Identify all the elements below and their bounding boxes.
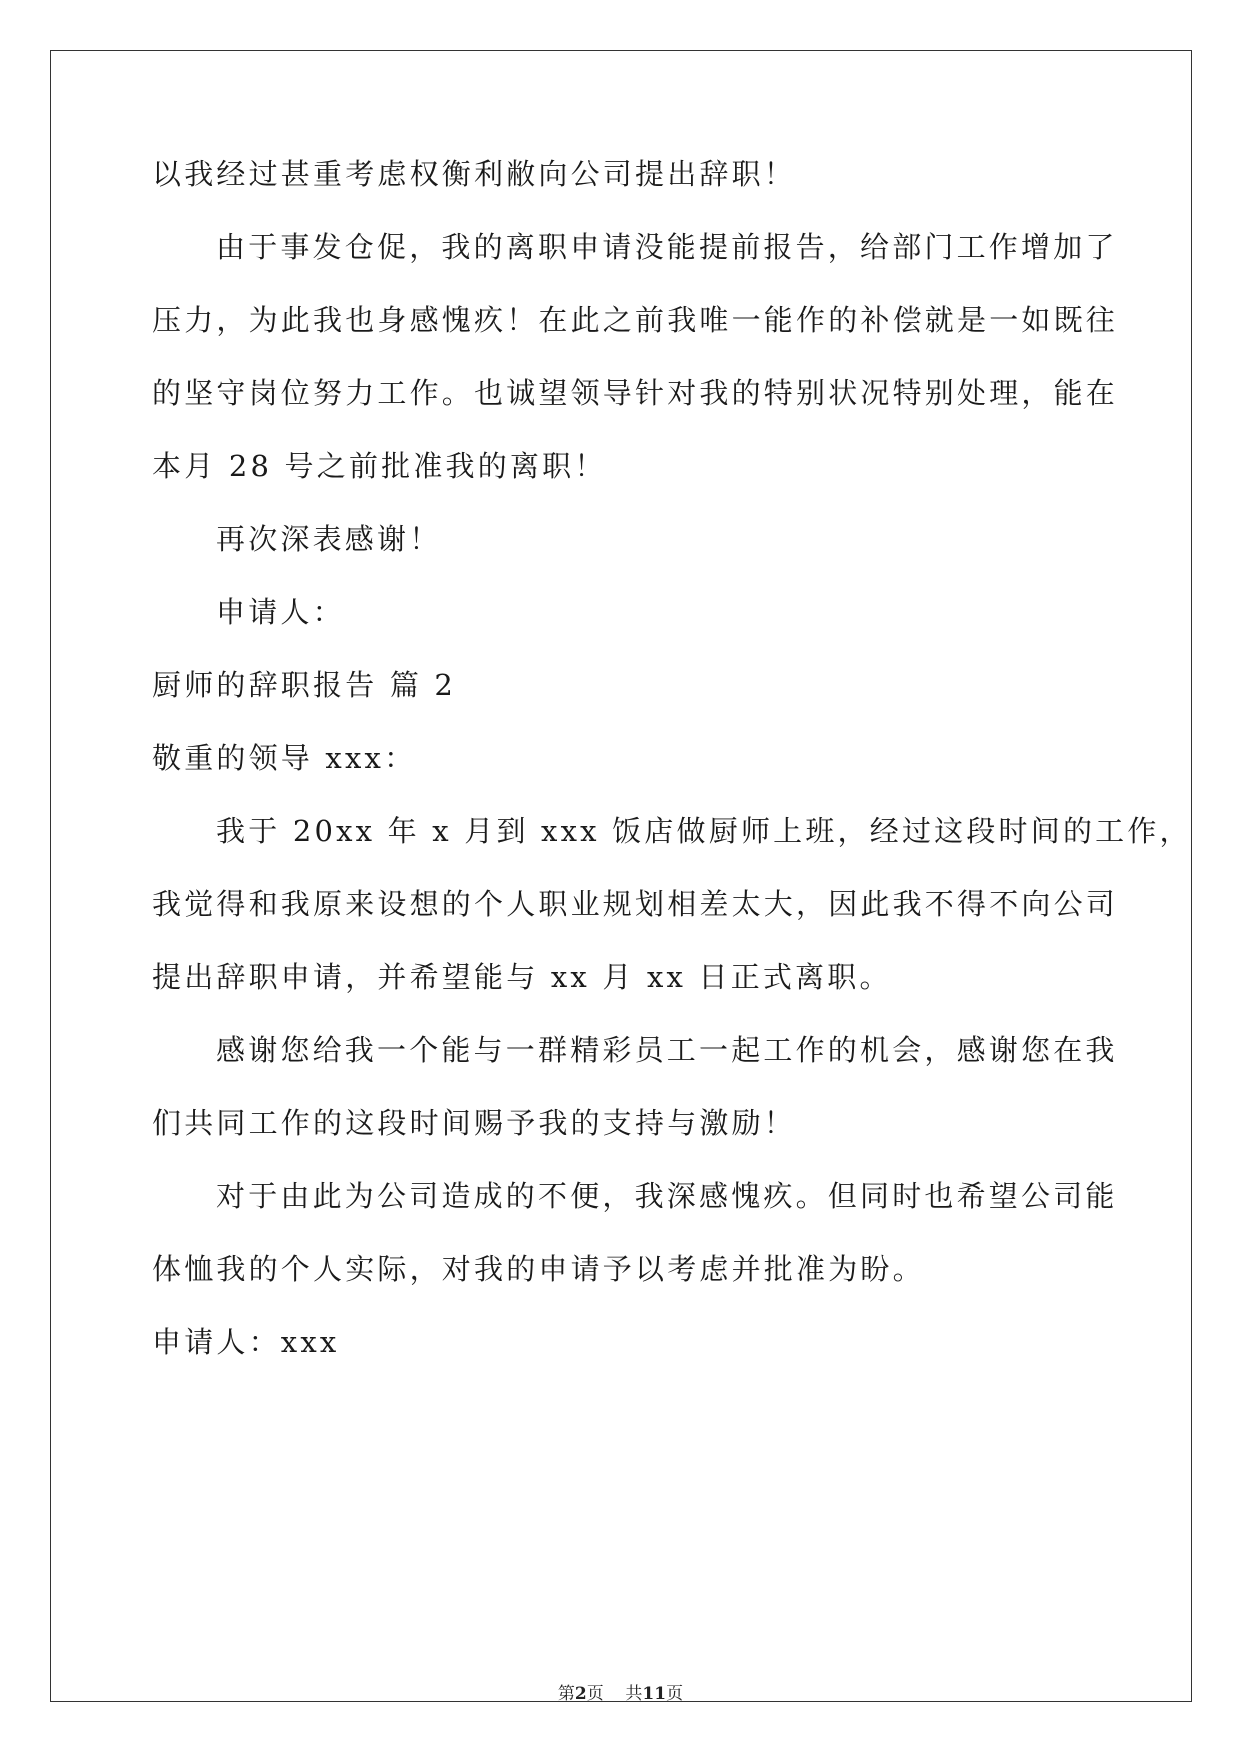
paragraph-line: 以我经过甚重考虑权衡利敝向公司提出辞职！ xyxy=(152,157,797,191)
total-suffix: 页 xyxy=(666,1684,684,1704)
page-number: 2 xyxy=(574,1684,587,1704)
paragraph-line: 我于 20xx 年 x 月到 xxx 饭店做厨师上班，经过这段时间的工作， xyxy=(216,814,1192,848)
paragraph-line: 提出辞职申请，并希望能与 xx 月 xx 日正式离职。 xyxy=(152,960,892,994)
paragraph-line: 我觉得和我原来设想的个人职业规划相差太大，因此我不得不向公司 xyxy=(152,887,1119,921)
signature-label: 申请人： xyxy=(216,595,345,629)
paragraph-line: 本月 28 号之前批准我的离职！ xyxy=(152,449,607,483)
paragraph-line: 由于事发仓促，我的离职申请没能提前报告，给部门工作增加了 xyxy=(216,230,1118,264)
paragraph-line: 对于由此为公司造成的不便，我深感愧疚。但同时也希望公司能 xyxy=(216,1179,1118,1213)
paragraph-line: 们共同工作的这段时间赐予我的支持与激励！ xyxy=(152,1106,797,1140)
paragraph-line: 再次深表感谢！ xyxy=(216,522,442,556)
paragraph-line: 的坚守岗位努力工作。也诚望领导针对我的特别状况特别处理，能在 xyxy=(152,376,1119,410)
paragraph-line: 体恤我的个人实际，对我的申请予以考虑并批准为盼。 xyxy=(152,1252,925,1286)
page-suffix: 页 xyxy=(586,1684,604,1704)
total-pages: 11 xyxy=(642,1684,667,1704)
signature-line: 申请人：xxx xyxy=(152,1325,340,1359)
page-border xyxy=(50,50,1192,1702)
paragraph-line: 压力，为此我也身感愧疚！在此之前我唯一能作的补偿就是一如既往 xyxy=(152,303,1119,337)
paragraph-line: 感谢您给我一个能与一群精彩员工一起工作的机会，感谢您在我 xyxy=(216,1033,1118,1067)
total-prefix: 共 xyxy=(625,1684,643,1704)
salutation: 敬重的领导 xxx： xyxy=(152,741,417,775)
page-prefix: 第 xyxy=(557,1684,575,1704)
section-heading: 厨师的辞职报告 篇 2 xyxy=(152,668,457,702)
page-footer xyxy=(0,1683,1241,1705)
